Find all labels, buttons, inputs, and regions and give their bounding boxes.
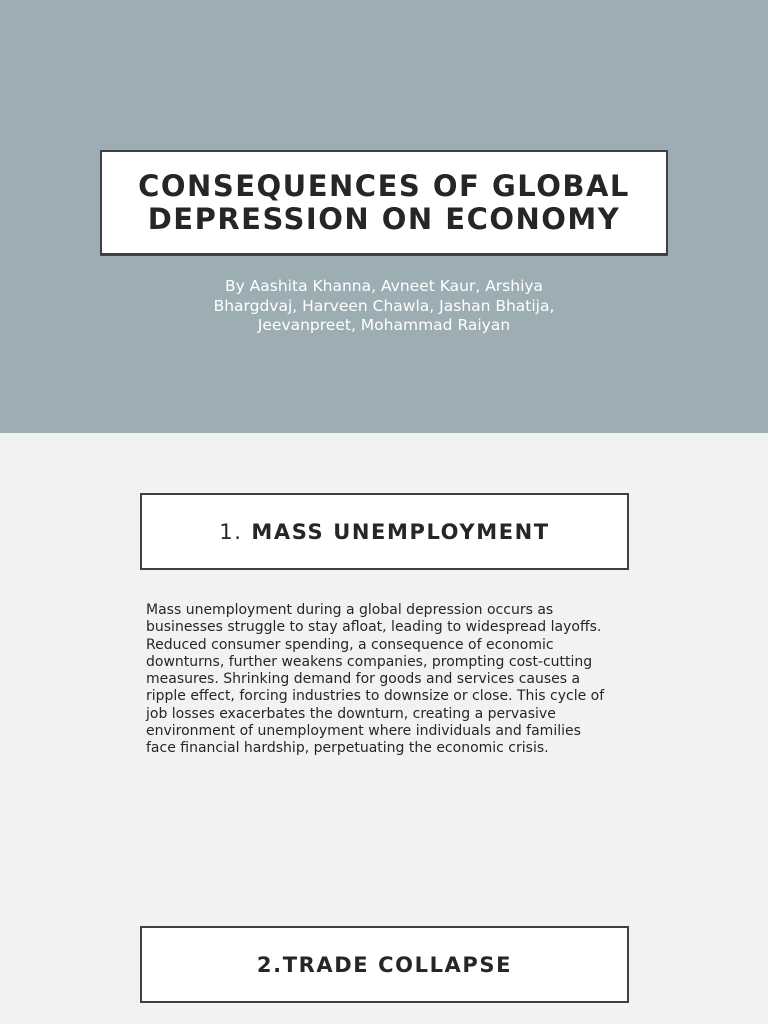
section-2-heading-box [140, 926, 629, 1003]
body-line: job losses exacerbates the downturn, creating a pervasive [146, 705, 556, 722]
body-line: measures. Shrinking demand for goods and services causes a [146, 671, 581, 688]
section-2-title: 2.TRADE COLLAPSE [256, 952, 513, 977]
body-line: Reduced consumer spending, a consequence of economic [146, 636, 554, 653]
authors-line-3: Jeevanpreet, Mohammad Raiyan [257, 316, 511, 335]
body-line: environment of unemployment where individuals and families [146, 723, 581, 740]
authors-text [184, 277, 584, 336]
title-slide-background [0, 0, 768, 433]
section-2-heading [257, 953, 512, 977]
body-line: downturns, further weakens companies, prompting cost-cutting [146, 653, 593, 670]
title-box [100, 150, 668, 256]
body-line: face financial hardship, perpetuating the economic crisis. [146, 740, 549, 757]
section-1-heading-box [140, 493, 629, 570]
section-1-number: 1. [219, 519, 243, 544]
section-1-heading [219, 520, 550, 544]
title-line-2: DEPRESSION ON ECONOMY [147, 201, 621, 236]
document-title [114, 170, 654, 236]
section-1-title: MASS UNEMPLOYMENT [251, 519, 550, 544]
body-line: Mass unemployment during a global depression occurs as [146, 602, 554, 618]
authors-line-2: Bhargdvaj, Harveen Chawla, Jashan Bhatija, [213, 296, 555, 315]
title-line-1: CONSEQUENCES OF GLOBAL [138, 168, 630, 203]
section-1-body [146, 602, 624, 758]
body-line: ripple effect, forcing industries to downsize or close. This cycle of [146, 688, 605, 705]
authors-line-1: By Aashita Khanna, Avneet Kaur, Arshiya [224, 277, 544, 295]
body-line: businesses struggle to stay afloat, leading to widespread layoffs. [146, 619, 602, 636]
